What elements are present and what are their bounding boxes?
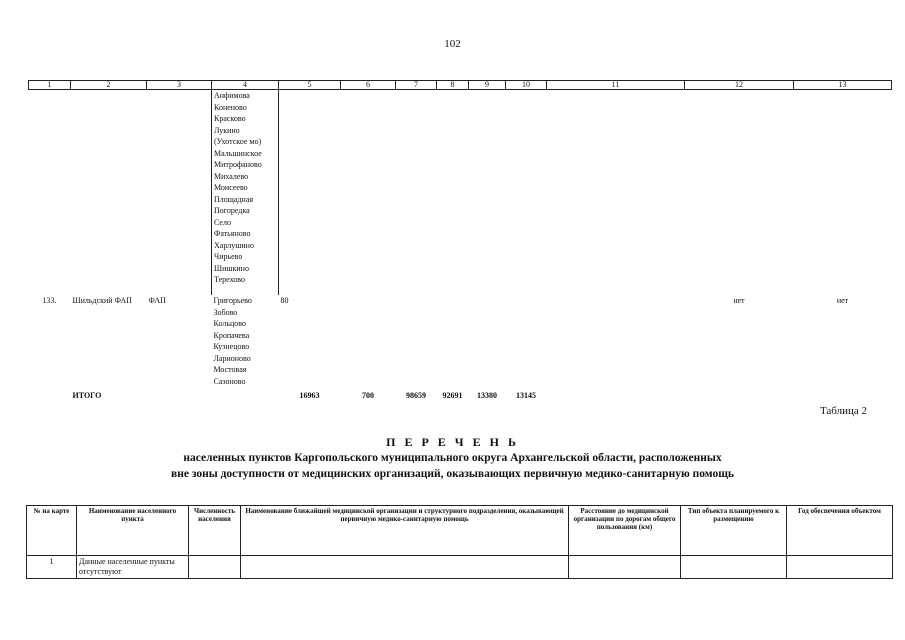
org-type: ФАП: [148, 296, 166, 305]
col-num: 7: [396, 81, 437, 90]
col-num: 5: [279, 81, 341, 90]
col-num: 4: [212, 81, 279, 90]
settlement: Село: [214, 217, 231, 227]
total-value: 13145: [516, 391, 536, 400]
column-header: Наименование ближайшей медицинской организации и структурного подразделения, оказывающей первичную медико-санитарную помощь: [241, 506, 569, 556]
cell-value: нет: [836, 296, 849, 305]
settlement: Мальшинское: [214, 148, 262, 158]
settlement: Площадная: [214, 194, 254, 204]
col-num: 8: [437, 81, 469, 90]
settlement: Кузнецово: [213, 342, 250, 351]
table-row: [27, 556, 893, 579]
list-title: [0, 434, 905, 482]
settlement: Кольцово: [213, 319, 246, 328]
row-number: 133.: [42, 296, 57, 305]
total-row: [29, 390, 892, 402]
col-num: 9: [469, 81, 506, 90]
col-num: 6: [341, 81, 396, 90]
column-header: Тип объекта планируемого к размещению: [681, 506, 787, 556]
settlement: Моисеево: [214, 183, 248, 192]
cell-value: нет: [733, 296, 745, 305]
settlement-list: [212, 295, 279, 390]
settlement: Кропачева: [213, 330, 250, 340]
column-number-row: [29, 81, 892, 90]
settlement: Терехово: [214, 275, 245, 284]
total-label: ИТОГО: [72, 391, 102, 400]
column-header: Наименование населенного пункта: [77, 506, 189, 556]
total-value: 700: [362, 391, 374, 400]
settlement: Лукино: [214, 125, 240, 135]
page-number: 102: [444, 38, 461, 50]
unreachable-settlements-table: [26, 505, 893, 579]
org-name: Шильдский ФАП: [72, 296, 132, 305]
header-row: [27, 506, 893, 556]
column-header: Расстояние до медицинской организации по дорогам общего пользования (км): [569, 506, 681, 556]
col-num: 12: [685, 81, 794, 90]
row-number: 1: [27, 556, 77, 579]
total-value: 98659: [406, 391, 426, 400]
total-value: 16963: [299, 391, 320, 400]
settlement: Григорьево: [213, 296, 252, 305]
settlement: Харлушино: [214, 240, 254, 250]
settlement: (Ухотское мо): [214, 137, 262, 146]
total-value: 92691: [442, 391, 463, 400]
settlement: Митрофаново: [214, 160, 262, 169]
settlement-name: Данные населенные пункты отсутствуют: [77, 556, 189, 579]
title-main: П Е Р Е Ч Е Н Ь: [386, 435, 519, 449]
settlement: Шишкино: [214, 263, 249, 273]
table-row: [29, 295, 892, 390]
settlement: Коненово: [214, 102, 247, 112]
settlement: Чирьево: [214, 252, 243, 261]
column-header: Год обеспечения объектом: [787, 506, 893, 556]
settlement: Зобово: [213, 307, 238, 317]
title-line: населенных пунктов Каргопольского муниципального округа Архангельской области, расположенных: [183, 452, 722, 464]
col-num: 1: [29, 81, 71, 90]
settlement: Ларионово: [213, 353, 251, 363]
settlement: Погоредка: [214, 206, 250, 215]
table-label: Таблица 2: [819, 405, 867, 417]
col-num: 3: [147, 81, 212, 90]
col-num: 10: [506, 81, 547, 90]
title-line: вне зоны доступности от медицинских организаций, оказывающих первичную медико-санитарную помощь: [171, 468, 734, 480]
col-num: 2: [71, 81, 147, 90]
total-value: 13380: [477, 391, 497, 400]
column-header: Численность населения: [189, 506, 241, 556]
continued-row: [29, 90, 892, 296]
settlement: Фатьяново: [214, 229, 251, 238]
settlement-list: [212, 90, 279, 296]
settlement: Красково: [214, 114, 246, 123]
col-num: 13: [794, 81, 892, 90]
col-num: 11: [547, 81, 685, 90]
settlement: Сазоново: [213, 376, 246, 386]
settlement: Анфимова: [214, 91, 250, 100]
population-value: 80: [280, 296, 289, 305]
column-header: № на карте: [27, 506, 77, 556]
settlements-table: [28, 80, 892, 402]
settlement: Мостовая: [213, 365, 247, 374]
settlement: Михалево: [214, 171, 249, 181]
